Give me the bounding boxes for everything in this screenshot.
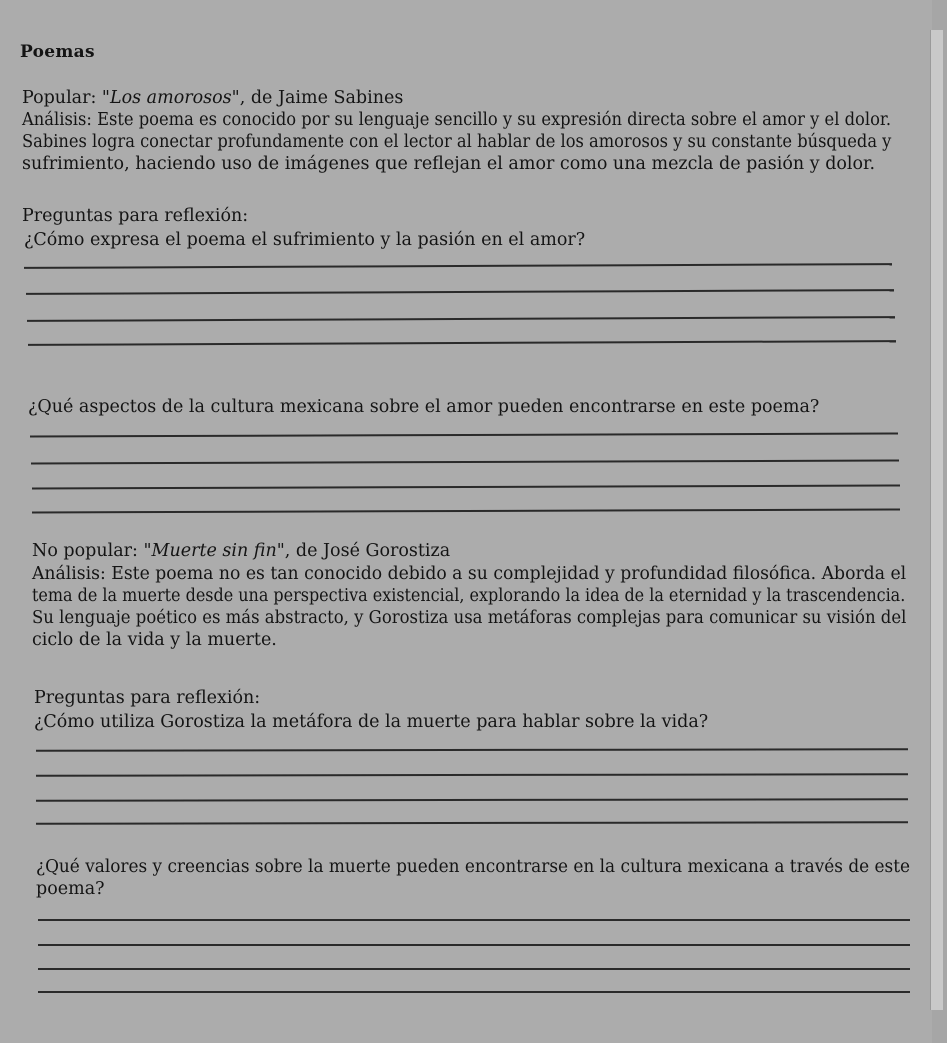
poem1-analysis-line: Análisis: Este poema es conocido por su lenguaje sencillo y su expresión directa sobre el amor y el dolor. (22, 110, 892, 130)
poem1-analysis (22, 109, 892, 175)
poem2-heading: No popular: "Muerte sin fin", de José Gorostiza (32, 541, 451, 561)
answer-line[interactable] (38, 919, 910, 921)
poem1-questions-label: Preguntas para reflexión: (22, 206, 249, 226)
answer-line[interactable] (32, 484, 900, 489)
poem2-question-2 (36, 856, 910, 900)
poem2-analysis (32, 563, 906, 651)
poem2-analysis-line: Su lenguaje poético es más abstracto, y Gorostiza usa metáforas complejas para comunicar su visión del (32, 608, 907, 628)
poem2-questions-label: Preguntas para reflexión: (34, 688, 261, 708)
poem2-analysis-line: ciclo de la vida y la muerte. (32, 630, 277, 650)
answer-line[interactable] (38, 968, 910, 970)
poem2-question-2-line: poema? (36, 879, 105, 899)
poem1-heading: Popular: "Los amorosos", de Jaime Sabines (22, 88, 404, 108)
answer-line[interactable] (36, 748, 908, 751)
poem2-question-1: ¿Cómo utiliza Gorostiza la metáfora de la muerte para hablar sobre la vida? (34, 712, 709, 732)
poem1-question-1: ¿Cómo expresa el poema el sufrimiento y la pasión en el amor? (24, 230, 586, 250)
answer-line[interactable] (31, 459, 899, 464)
poem2-analysis-line: Análisis: Este poema no es tan conocido debido a su complejidad y profundidad filosófica. Aborda el (32, 564, 907, 584)
page-title: Poemas (20, 42, 95, 62)
answer-line[interactable] (24, 263, 892, 268)
answer-line[interactable] (38, 991, 910, 993)
answer-line[interactable] (36, 821, 908, 824)
answer-line[interactable] (27, 316, 895, 321)
answer-line[interactable] (32, 508, 900, 513)
answer-line[interactable] (36, 798, 908, 801)
page-edge (930, 30, 943, 1010)
answer-line[interactable] (30, 432, 898, 437)
answer-line[interactable] (28, 340, 896, 345)
poem2-analysis-line: tema de la muerte desde una perspectiva existencial, explorando la idea de la eternidad y la trascendencia. (32, 586, 906, 606)
poem1-question-2: ¿Qué aspectos de la cultura mexicana sobre el amor pueden encontrarse en este poema? (28, 397, 820, 417)
poem1-analysis-line: Sabines logra conectar profundamente con el lector al hablar de los amorosos y su constante búsqueda y (22, 132, 892, 152)
poem1-title: Los amorosos (109, 88, 232, 108)
poem2-title: Muerte sin fin (151, 541, 277, 561)
answer-line[interactable] (36, 773, 908, 776)
poem2-question-2-line: ¿Qué valores y creencias sobre la muerte pueden encontrarse en la cultura mexicana a través de este (36, 857, 911, 877)
answer-line[interactable] (38, 944, 910, 946)
poem1-analysis-line: sufrimiento, haciendo uso de imágenes que reflejan el amor como una mezcla de pasión y dolor. (22, 154, 876, 174)
answer-line[interactable] (26, 289, 894, 294)
